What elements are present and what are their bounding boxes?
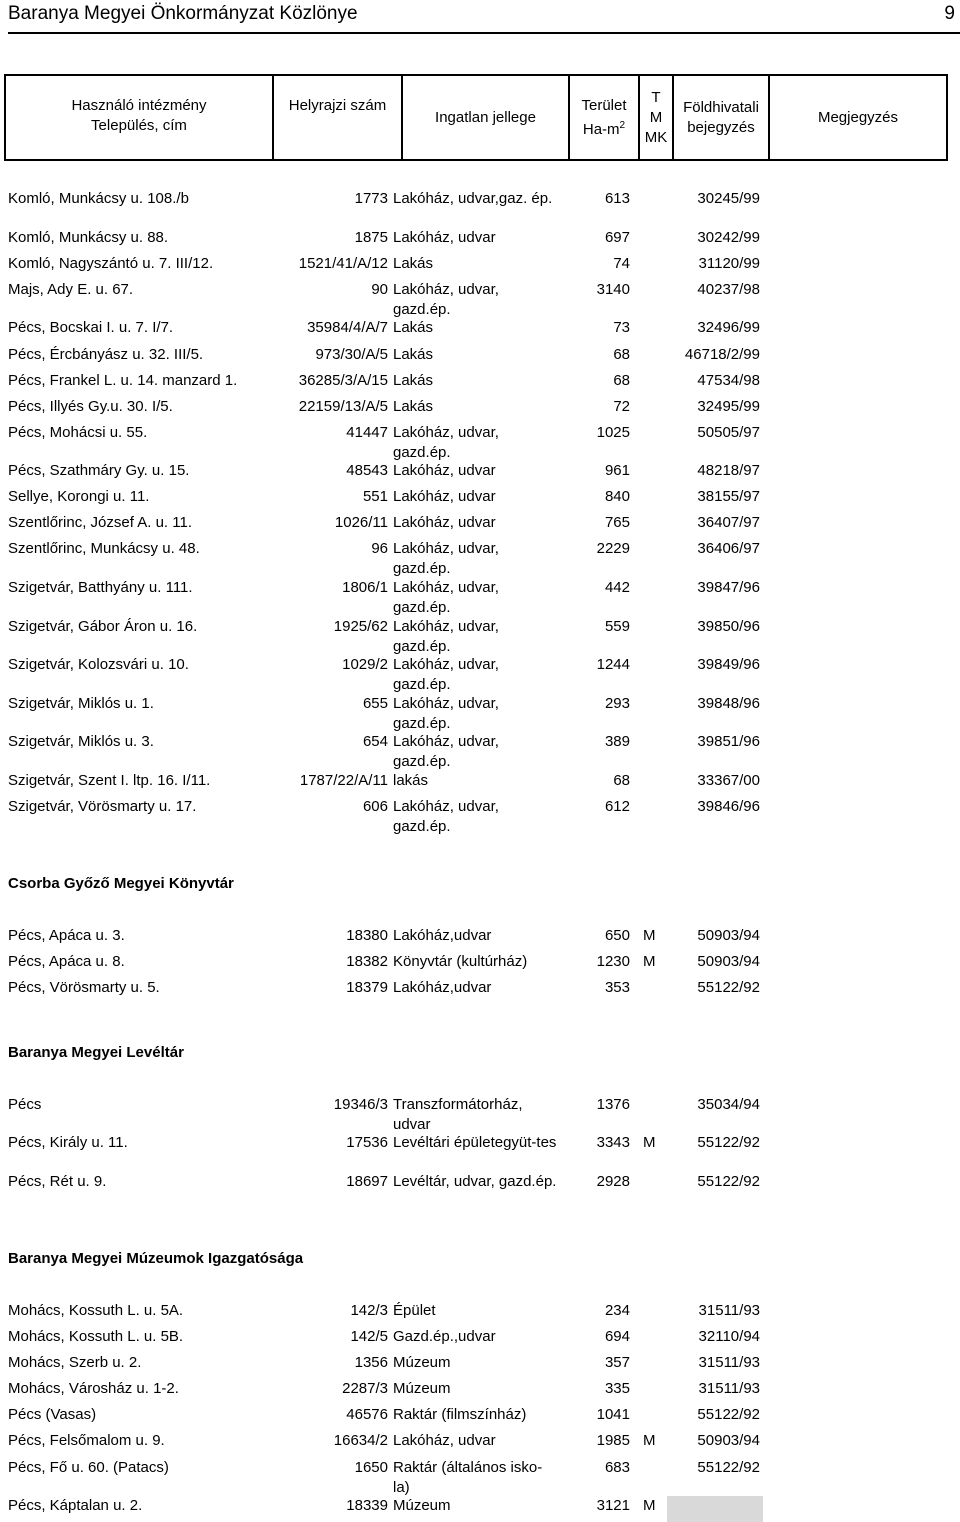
- column-header-hrsz: Helyrajzi szám: [288, 97, 387, 114]
- row-tm-flag: M: [643, 953, 656, 970]
- row-property-type: Lakóház, udvar, gazd.ép.: [393, 656, 499, 693]
- shaded-registry-cell: [667, 1496, 763, 1522]
- row-address: Szigetvár, Vörösmarty u. 17.: [8, 798, 197, 815]
- row-address: Komló, Munkácsy u. 108./b: [8, 190, 189, 207]
- row-parcel-number: 36285/3/A/15: [298, 372, 388, 389]
- row-parcel-number: 90: [371, 281, 388, 298]
- column-header-type: Ingatlan jellege: [435, 108, 536, 126]
- row-parcel-number: 96: [371, 540, 388, 557]
- column-header-note: Megjegyzés: [817, 108, 899, 126]
- row-address: Pécs, Király u. 11.: [8, 1134, 128, 1151]
- row-area: 3121: [596, 1497, 630, 1514]
- row-property-type: Lakóház, udvar, gazd.ép.: [393, 424, 499, 461]
- row-registry-number: 32495/99: [697, 398, 760, 415]
- section-title-museum: Baranya Megyei Múzeumok Igazgatósága: [8, 1250, 304, 1267]
- row-area: 1025: [596, 424, 630, 441]
- row-parcel-number: 1029/2: [342, 656, 388, 673]
- row-area: 68: [613, 772, 630, 789]
- row-address: Pécs, Szathmáry Gy. u. 15.: [8, 462, 190, 479]
- row-property-type: Lakóház, udvar, gazd.ép.: [393, 540, 499, 577]
- row-parcel-number: 48543: [346, 462, 388, 479]
- row-area: 697: [604, 229, 630, 246]
- row-parcel-number: 19346/3: [333, 1096, 388, 1113]
- row-registry-number: 55122/92: [697, 1459, 760, 1476]
- row-parcel-number: 142/3: [350, 1302, 388, 1319]
- row-address: Pécs (Vasas): [8, 1406, 97, 1423]
- row-area: 765: [604, 514, 630, 531]
- row-parcel-number: 973/30/A/5: [315, 346, 388, 363]
- row-area: 442: [604, 579, 630, 596]
- row-area: 1376: [596, 1096, 630, 1113]
- row-address: Komló, Nagyszántó u. 7. III/12.: [8, 255, 214, 272]
- row-address: Pécs, Mohácsi u. 55.: [8, 424, 148, 441]
- row-area: 1041: [596, 1406, 630, 1423]
- row-registry-number: 50505/97: [697, 424, 760, 441]
- row-address: Pécs, Apáca u. 8.: [8, 953, 125, 970]
- row-registry-number: 35034/94: [697, 1096, 760, 1113]
- row-registry-number: 50903/94: [697, 927, 760, 944]
- row-property-type: Lakóház, udvar, gazd.ép.: [393, 579, 499, 616]
- row-parcel-number: 1875: [354, 229, 388, 246]
- row-area: 2928: [596, 1173, 630, 1190]
- page-number: 9: [944, 3, 955, 24]
- row-registry-number: 39848/96: [697, 695, 760, 712]
- row-area: 559: [604, 618, 630, 635]
- row-tm-flag: M: [643, 1497, 656, 1514]
- row-registry-number: 31511/93: [698, 1354, 760, 1371]
- row-registry-number: 55122/92: [697, 979, 760, 996]
- row-property-type: Levéltár, udvar, gazd.ép.: [393, 1173, 557, 1190]
- row-address: Szigetvár, Kolozsvári u. 10.: [8, 656, 189, 673]
- row-address: Majs, Ady E. u. 67.: [8, 281, 134, 298]
- row-parcel-number: 22159/13/A/5: [298, 398, 388, 415]
- row-parcel-number: 1773: [354, 190, 388, 207]
- row-property-type: Lakás: [393, 398, 434, 415]
- row-registry-number: 32110/94: [698, 1328, 760, 1345]
- row-parcel-number: 606: [362, 798, 388, 815]
- row-parcel-number: 41447: [346, 424, 388, 441]
- row-parcel-number: 1650: [354, 1459, 388, 1476]
- row-parcel-number: 17536: [346, 1134, 388, 1151]
- header-rule: [8, 32, 960, 34]
- row-address: Sellye, Korongi u. 11.: [8, 488, 150, 505]
- row-parcel-number: 1925/62: [333, 618, 388, 635]
- row-property-type: Lakóház,udvar: [393, 927, 492, 944]
- row-property-type: Lakóház, udvar, gazd.ép.: [393, 618, 499, 655]
- section-title-library: Csorba Győző Megyei Könyvtár: [8, 875, 234, 892]
- row-area: 74: [613, 255, 630, 272]
- row-registry-number: 40237/98: [697, 281, 760, 298]
- row-address: Pécs, Bocskai I. u. 7. I/7.: [8, 319, 174, 336]
- row-address: Pécs, Ércbányász u. 32. III/5.: [8, 346, 204, 363]
- row-area: 357: [604, 1354, 630, 1371]
- row-registry-number: 31511/93: [698, 1302, 760, 1319]
- row-address: Szigetvár, Gábor Áron u. 16.: [8, 618, 198, 635]
- row-property-type: Lakás: [393, 319, 434, 336]
- row-area: 683: [604, 1459, 630, 1476]
- row-area: 612: [604, 798, 630, 815]
- row-address: Szentlőrinc, József A. u. 11.: [8, 514, 192, 531]
- row-property-type: Lakóház, udvar, gazd.ép.: [393, 281, 499, 318]
- row-tm-flag: M: [643, 1432, 656, 1449]
- row-registry-number: 31120/99: [698, 255, 760, 272]
- row-registry-number: 50903/94: [697, 953, 760, 970]
- row-parcel-number: 1026/11: [334, 514, 388, 531]
- row-registry-number: 33367/00: [697, 772, 760, 789]
- row-area: 613: [604, 190, 630, 207]
- column-header-institution: Használó intézmény Település, cím: [71, 97, 207, 134]
- row-property-type: Lakóház, udvar: [393, 1432, 496, 1449]
- row-parcel-number: 46576: [346, 1406, 388, 1423]
- row-registry-number: 46718/2/99: [684, 346, 760, 363]
- row-area: 335: [604, 1380, 630, 1397]
- row-address: Pécs: [8, 1096, 42, 1113]
- row-parcel-number: 1521/41/A/12: [298, 255, 388, 272]
- row-parcel-number: 655: [362, 695, 388, 712]
- row-address: Mohács, Városház u. 1-2.: [8, 1380, 179, 1397]
- row-address: Szigetvár, Miklós u. 1.: [8, 695, 154, 712]
- row-address: Pécs, Rét u. 9.: [8, 1173, 107, 1190]
- row-area: 840: [604, 488, 630, 505]
- row-area: 1230: [596, 953, 630, 970]
- row-property-type: Lakóház, udvar: [393, 488, 496, 505]
- row-parcel-number: 18382: [346, 953, 388, 970]
- section-title-archive: Baranya Megyei Levéltár: [8, 1044, 184, 1061]
- column-header-tm: T M MK: [644, 88, 668, 146]
- row-area: 694: [604, 1328, 630, 1345]
- row-address: Pécs, Felsőmalom u. 9.: [8, 1432, 165, 1449]
- row-parcel-number: 16634/2: [333, 1432, 388, 1449]
- row-area: 961: [604, 462, 630, 479]
- row-parcel-number: 18379: [346, 979, 388, 996]
- row-area: 68: [613, 346, 630, 363]
- row-property-type: Épület: [393, 1302, 436, 1319]
- row-registry-number: 30245/99: [697, 190, 760, 207]
- row-address: Pécs, Káptalan u. 2.: [8, 1497, 143, 1514]
- row-parcel-number: 551: [362, 488, 388, 505]
- row-area: 68: [613, 372, 630, 389]
- row-registry-number: 32496/99: [697, 319, 760, 336]
- row-area: 3140: [596, 281, 630, 298]
- row-property-type: lakás: [393, 772, 429, 789]
- row-area: 73: [613, 319, 630, 336]
- row-property-type: Lakóház, udvar: [393, 514, 496, 531]
- row-address: Szigetvár, Miklós u. 3.: [8, 733, 154, 750]
- column-header-table: [4, 74, 948, 161]
- row-address: Pécs, Fő u. 60. (Patacs): [8, 1459, 169, 1476]
- row-property-type: Levéltári épületegyüt-tes: [393, 1134, 557, 1151]
- row-parcel-number: 1806/1: [342, 579, 388, 596]
- row-property-type: Lakás: [393, 372, 434, 389]
- row-registry-number: 47534/98: [697, 372, 760, 389]
- row-parcel-number: 1787/22/A/11: [299, 772, 388, 789]
- row-address: Pécs, Frankel L. u. 14. manzard 1.: [8, 372, 238, 389]
- row-property-type: Lakás: [393, 255, 434, 272]
- column-header-registry: Földhivatali bejegyzés: [683, 98, 759, 136]
- row-parcel-number: 35984/4/A/7: [307, 319, 388, 336]
- row-tm-flag: M: [643, 1134, 656, 1151]
- row-area: 389: [604, 733, 630, 750]
- row-parcel-number: 2287/3: [342, 1380, 388, 1397]
- column-header-area: Terület $Ha-m^2$: [581, 96, 627, 138]
- row-property-type: Lakóház, udvar,gaz. ép.: [393, 190, 553, 207]
- row-registry-number: 39847/96: [697, 579, 760, 596]
- row-property-type: Múzeum: [393, 1497, 451, 1514]
- row-registry-number: 39850/96: [697, 618, 760, 635]
- row-area: 1985: [596, 1432, 630, 1449]
- row-area: 353: [604, 979, 630, 996]
- row-area: 234: [604, 1302, 630, 1319]
- row-property-type: Raktár (filmszínház): [393, 1406, 527, 1423]
- row-property-type: Lakóház, udvar, gazd.ép.: [393, 733, 499, 770]
- row-registry-number: 39851/96: [697, 733, 760, 750]
- row-area: 1244: [596, 656, 630, 673]
- row-property-type: Lakóház, udvar: [393, 229, 496, 246]
- row-address: Mohács, Szerb u. 2.: [8, 1354, 142, 1371]
- row-area: 293: [604, 695, 630, 712]
- row-property-type: Lakóház, udvar: [393, 462, 496, 479]
- row-property-type: Lakás: [393, 346, 434, 363]
- row-address: Pécs, Illyés Gy.u. 30. I/5.: [8, 398, 173, 415]
- row-registry-number: 55122/92: [697, 1134, 760, 1151]
- row-property-type: Múzeum: [393, 1354, 451, 1371]
- row-property-type: Gazd.ép.,udvar: [393, 1328, 496, 1345]
- row-property-type: Raktár (általános isko-la): [393, 1459, 543, 1496]
- row-property-type: Lakóház, udvar, gazd.ép.: [393, 798, 499, 835]
- row-address: Komló, Munkácsy u. 88.: [8, 229, 169, 246]
- row-registry-number: 31511/93: [698, 1380, 760, 1397]
- row-registry-number: 38155/97: [697, 488, 760, 505]
- row-area: 72: [613, 398, 630, 415]
- row-registry-number: 36406/97: [697, 540, 760, 557]
- publication-title: Baranya Megyei Önkormányzat Közlönye: [8, 3, 358, 24]
- row-property-type: Könyvtár (kultúrház): [393, 953, 528, 970]
- row-parcel-number: 1356: [354, 1354, 388, 1371]
- row-tm-flag: M: [643, 927, 656, 944]
- row-registry-number: 50903/94: [697, 1432, 760, 1449]
- row-parcel-number: 18339: [346, 1497, 388, 1514]
- row-address: Mohács, Kossuth L. u. 5B.: [8, 1328, 184, 1345]
- row-parcel-number: 18380: [346, 927, 388, 944]
- row-property-type: Lakóház,udvar: [393, 979, 492, 996]
- row-area: 2229: [596, 540, 630, 557]
- row-parcel-number: 654: [362, 733, 388, 750]
- row-address: Szigetvár, Szent I. ltp. 16. I/11.: [8, 772, 211, 789]
- row-address: Mohács, Kossuth L. u. 5A.: [8, 1302, 184, 1319]
- row-address: Szentlőrinc, Munkácsy u. 48.: [8, 540, 200, 557]
- row-address: Pécs, Vörösmarty u. 5.: [8, 979, 160, 996]
- row-registry-number: 39846/96: [697, 798, 760, 815]
- row-parcel-number: 142/5: [350, 1328, 388, 1345]
- row-address: Pécs, Apáca u. 3.: [8, 927, 125, 944]
- row-registry-number: 30242/99: [697, 229, 760, 246]
- row-property-type: Lakóház, udvar, gazd.ép.: [393, 695, 499, 732]
- row-parcel-number: 18697: [346, 1173, 388, 1190]
- row-registry-number: 39849/96: [697, 656, 760, 673]
- row-registry-number: 55122/92: [697, 1406, 760, 1423]
- row-registry-number: 48218/97: [697, 462, 760, 479]
- row-address: Szigetvár, Batthyány u. 111.: [8, 579, 193, 596]
- page-header: [8, 0, 960, 32]
- row-property-type: Transzformátorház, udvar: [393, 1096, 523, 1133]
- row-property-type: Múzeum: [393, 1380, 451, 1397]
- row-registry-number: 55122/92: [697, 1173, 760, 1190]
- row-registry-number: 36407/97: [697, 514, 760, 531]
- row-area: 650: [604, 927, 630, 944]
- row-area: 3343: [596, 1134, 630, 1151]
